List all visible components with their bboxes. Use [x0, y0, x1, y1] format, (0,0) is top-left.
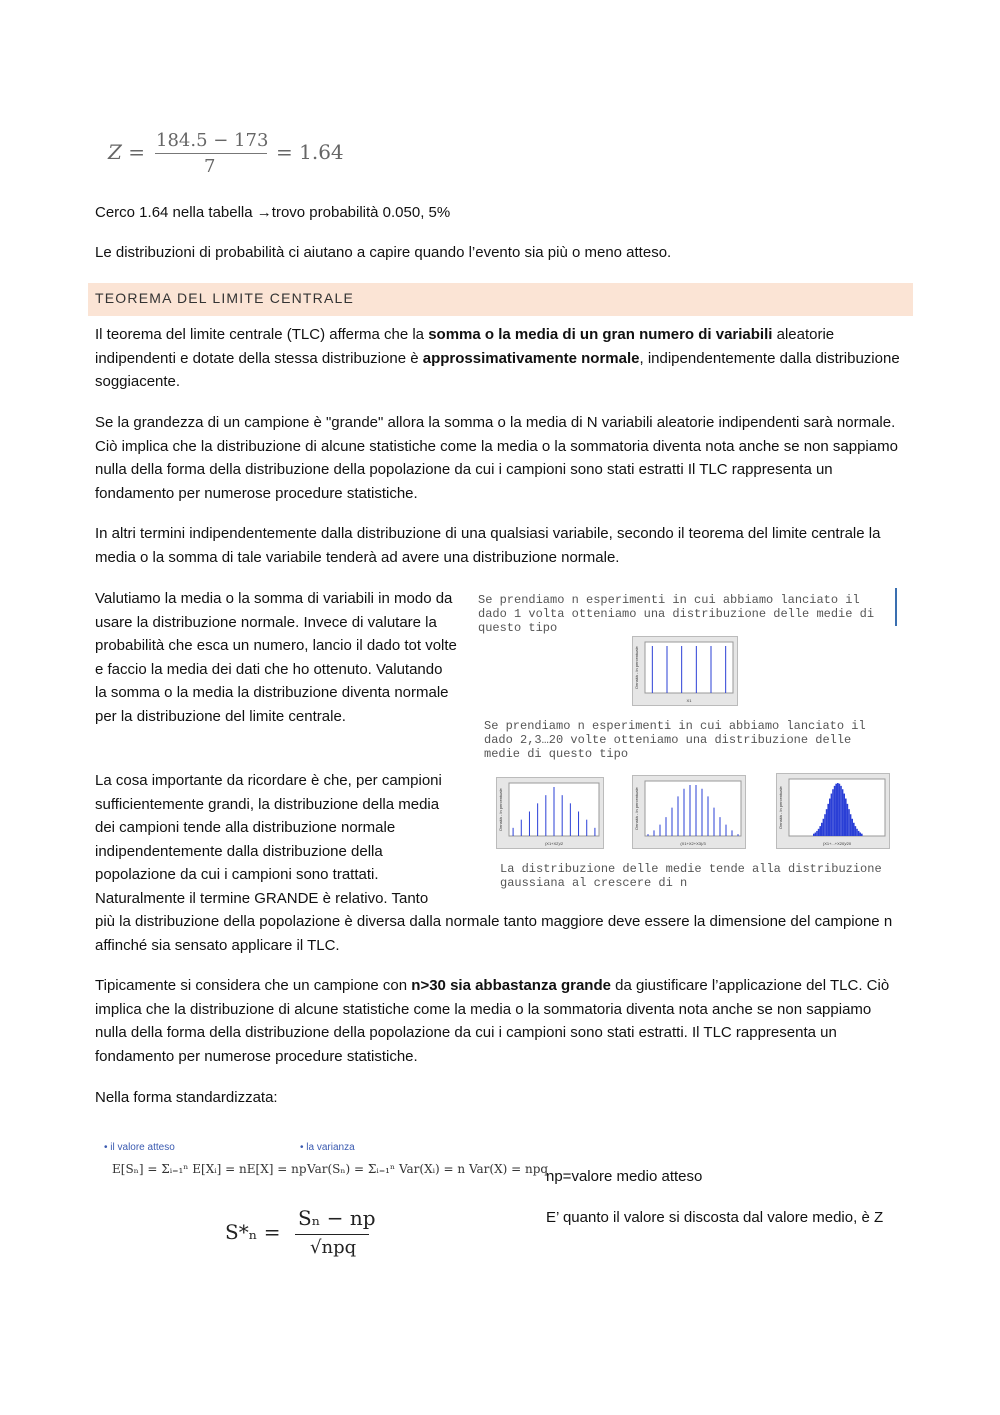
z-formula-numerator: 184.5 − 173	[156, 130, 269, 151]
paragraph-important-column: La cosa importante da ricordare è che, per campioni sufficientemente grandi, la distribuzione della media dei campioni tende alla distribuzione normale indipendentemente dalla distribuzione della popolazione da cui i campioni sono trattati. Naturalmente il termine GRANDE è relativo. Tanto	[95, 772, 442, 907]
plot-x-label: X1	[686, 698, 692, 703]
plot-one-throw	[632, 636, 738, 706]
variance-label: • la varianza	[300, 1142, 355, 1153]
arrow-icon: →	[256, 204, 272, 221]
plot-x-label: (X1+X2+X3)/3	[680, 841, 706, 846]
paragraph-tlc-definition	[95, 323, 907, 394]
p1-text-post: trovo probabilità 0.050, 5%	[271, 204, 451, 221]
p8-bold: n>30 sia abbastanza grande	[411, 977, 611, 994]
p3-bold-2: approssimativamente normale	[422, 349, 640, 367]
standardized-formula	[225, 1204, 385, 1264]
figure-caption-1: Se prendiamo n esperimenti in cui abbiamo lanciato il dado 1 volta otteniamo una distribuzione delle medie di questo tipo	[478, 593, 875, 635]
p3-bold: somma o la media di un gran numero di variabili	[428, 326, 773, 343]
figure-cursor-line	[895, 588, 897, 626]
note-z-deviation: E’ quanto il valore si discosta dal valore medio, è Z	[546, 1209, 884, 1226]
plot1-svg	[633, 637, 737, 705]
plot-two-throws	[496, 777, 604, 849]
paragraph-evaluate-mean: Valutiamo la media o la somma di variabili in modo da usare la distribuzione normale. Invece di valutare la probabilità che esca un numero, lancio il dado tot volte e faccio la media dei dati che ho ottenuto. Valutando la somma o la media la distribuzione diventa normale per la distribuzione del limite centrale.	[95, 590, 457, 725]
p1-text: Cerco 1.64 nella tabella	[95, 204, 257, 221]
variance-formula: Var(Sₙ) = Σᵢ₌₁ⁿ Var(Xᵢ) = n Var(X) = npq	[307, 1162, 549, 1176]
p3-text: Il teorema del limite centrale (TLC) afferma che la	[95, 326, 429, 343]
standardized-lhs: S*ₙ =	[225, 1220, 281, 1244]
paragraph-important-full: più la distribuzione della popolazione è diversa dalla normale tanto maggiore deve essere la dimensione del campione n affinché sia sensato applicare il TLC.	[95, 913, 893, 954]
paragraph-distributions: Le distribuzioni di probabilità ci aiutano a capire quando l’evento sia più o meno atteso.	[95, 244, 672, 261]
p8-text-2: da giustificare l’applicazione del TLC. Ciò implica che la distribuzione di alcune statistiche come la media o la sommatoria diventa nota anche se non sappiamo nulla della forma della distribuzione della popolazione da cui i campioni sono stati estratti. Il TLC rappresenta un fondamento per numerose procedure statistiche.	[95, 977, 890, 1065]
figure-caption-3: La distribuzione delle medie tende alla distribuzione gaussiana al crescere di n	[500, 862, 882, 890]
figure-caption-2: Se prendiamo n esperimenti in cui abbiamo lanciato il dado 2,3…20 volte otteniamo una distribuzione delle medie di questo tipo	[484, 719, 866, 761]
plot-twenty-throws	[776, 773, 890, 849]
plot-x-label: (X1+...+X20)/20	[822, 841, 852, 846]
paragraph-standardized: Nella forma standardizzata:	[95, 1089, 278, 1106]
z-formula-lhs: Z =	[108, 140, 146, 164]
plot-y-label: Densità - In percentuale	[498, 788, 503, 831]
plot-area	[645, 642, 733, 693]
z-formula	[108, 128, 368, 178]
plot2-svg	[497, 778, 603, 848]
plot3-svg	[633, 776, 745, 848]
plot-area	[645, 781, 741, 836]
section-heading: TEOREMA DEL LIMITE CENTRALE	[95, 290, 355, 306]
note-mean-value: np=valore medio atteso	[546, 1168, 703, 1185]
plot-y-label: Densità - In percentuale	[778, 786, 783, 829]
z-formula-result: = 1.64	[276, 140, 344, 164]
plot-y-label: Densità - In percentuale	[634, 787, 639, 830]
plot-x-label: (X1+X2)/2	[544, 841, 564, 846]
expected-value-formula: E[Sₙ] = Σᵢ₌₁ⁿ E[Xᵢ] = nE[X] = np	[112, 1162, 307, 1176]
paragraph-table-lookup	[95, 201, 907, 225]
paragraph-sample-size: Se la grandezza di un campione è "grande" allora la somma o la media di N variabili aleatorie indipendenti sarà normale. Ciò implica che la distribuzione di alcune statistiche come la media o la sommatoria diventa nota anche se non sappiamo nulla della forma della distribuzione della popolazione da cui i campioni sono stati estratti Il TLC rappresenta un fondamento per numerose procedure statistiche.	[95, 414, 898, 502]
expected-value-label: • il valore atteso	[104, 1142, 175, 1153]
clt-figure	[470, 588, 910, 898]
p3-text-3: , indipendentemente dalla distribuzione soggiacente.	[95, 349, 900, 390]
paragraph-other-terms: In altri termini indipendentemente dalla distribuzione di una qualsiasi variabile, secondo il teorema del limite centrale la media o la somma di tale variabile tenderà ad avere una distribuzione normale.	[95, 525, 881, 566]
p3-text-2: aleatorie indipendenti e dotate della stessa distribuzione è	[95, 326, 835, 367]
paragraph-n30	[95, 974, 907, 1068]
standardized-fraction-bar	[295, 1234, 369, 1235]
plot-three-throws	[632, 775, 746, 849]
standardized-denominator: √npq	[310, 1237, 357, 1258]
plot4-svg	[777, 774, 889, 848]
plot-y-label: Densità - In percentuale	[634, 646, 639, 689]
z-formula-denominator: 7	[204, 156, 216, 177]
p8-text: Tipicamente si considera che un campione con	[95, 977, 412, 994]
z-formula-fraction-bar	[155, 153, 267, 154]
standardized-numerator: Sₙ − np	[298, 1206, 376, 1230]
